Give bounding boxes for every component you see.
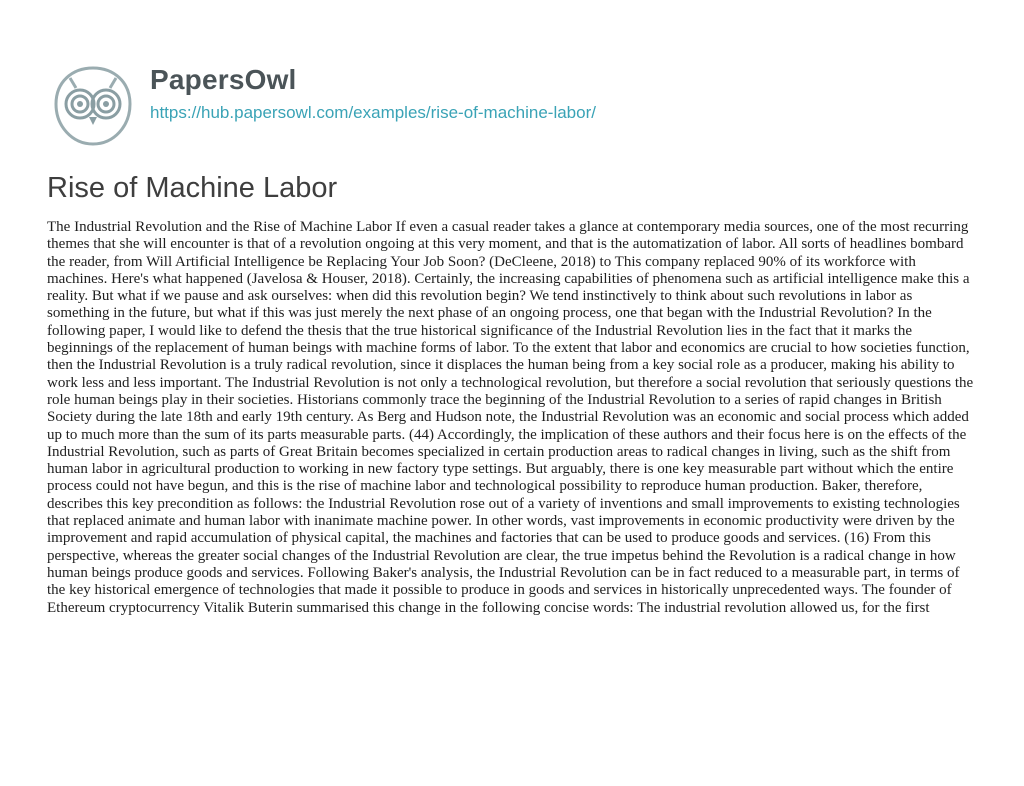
- brand-block: [150, 64, 596, 124]
- source-url-link[interactable]: https://hub.papersowl.com/examples/rise-of-machine-labor/: [150, 103, 596, 122]
- owl-logo-svg: [48, 62, 138, 152]
- site-header: [48, 58, 596, 152]
- page-title: Rise of Machine Labor: [47, 172, 338, 204]
- brand-name: PapersOwl: [150, 64, 297, 95]
- owl-logo-icon: [48, 62, 138, 152]
- essay-body: The Industrial Revolution and the Rise of Machine Labor If even a casual reader takes a glance at contemporary media sources, one of the most recurring themes that she will encounter is that of a revolution ongoing at this very moment, and that is the automatization of labor. All sorts of headlines bombard the reader, from Will Artificial Intelligence be Replacing Your Job Soon? (DeCleene, 2018) to This company replaced 90% of its workforce with machines. Here's what happened (Javelosa & Houser, 2018). Certainly, the increasing capabilities of phenomena such as artificial intelligence make this a reality. But what if we pause and ask ourselves: when did this revolution begin? We tend instinctively to think about such revolutions in labor as something in the future, but what if this was just merely the next phase of an ongoing process, one that began with the Industrial Revolution? In the following paper, I would like to defend the thesis that the true historical significance of the Industrial Revolution lies in the fact that it marks the beginnings of the replacement of human beings with machine forms of labor. To the extent that labor and economics are crucial to how societies function, then the Industrial Revolution is a truly radical revolution, since it displaces the human being from a key social role as a producer, making his ability to work less and less important. The Industrial Revolution is not only a technological revolution, but therefore a social revolution that seriously questions the role human beings play in their societies. Historians commonly trace the beginning of the Industrial Revolution to a series of rapid changes in British Society during the late 18th and early 19th century. As Berg and Hudson note, the Industrial Revolution was an economic and social process which added up to much more than the sum of its parts measurable parts. (44) Accordingly, the implication of these authors and their focus here is on the effects of the Industrial Revolution, such as parts of Great Britain becomes specialized in certain production areas to radical changes in living, such as the shift from human labor in agricultural production to working in new factory type settings. But arguably, there is one key measurable part without which the entire process could not have begun, and this is the rise of machine labor and technological possibility to reproduce human production. Baker, therefore, describes this key precondition as follows: the Industrial Revolution rose out of a variety of inventions and small improvements to existing technologies that replaced animate and human labor with inanimate machine power. In other words, vast improvements in economic productivity were driven by the improvement and rapid accumulation of physical capital, the machines and factories that can be used to produce goods and services. (16) From this perspective, whereas the greater social changes of the Industrial Revolution are clear, the true impetus behind the Revolution is a radical change in how human beings produce goods and services. Following Baker's analysis, the Industrial Revolution can be in fact reduced to a measurable part, in terms of the key historical emergence of technologies that made it possible to produce in goods and services in historically unprecedented ways. The founder of Ethereum cryptocurrency Vitalik Buterin summarised this change in the following concise words: The industrial revolution allowed us, for the first: [47, 219, 974, 616]
